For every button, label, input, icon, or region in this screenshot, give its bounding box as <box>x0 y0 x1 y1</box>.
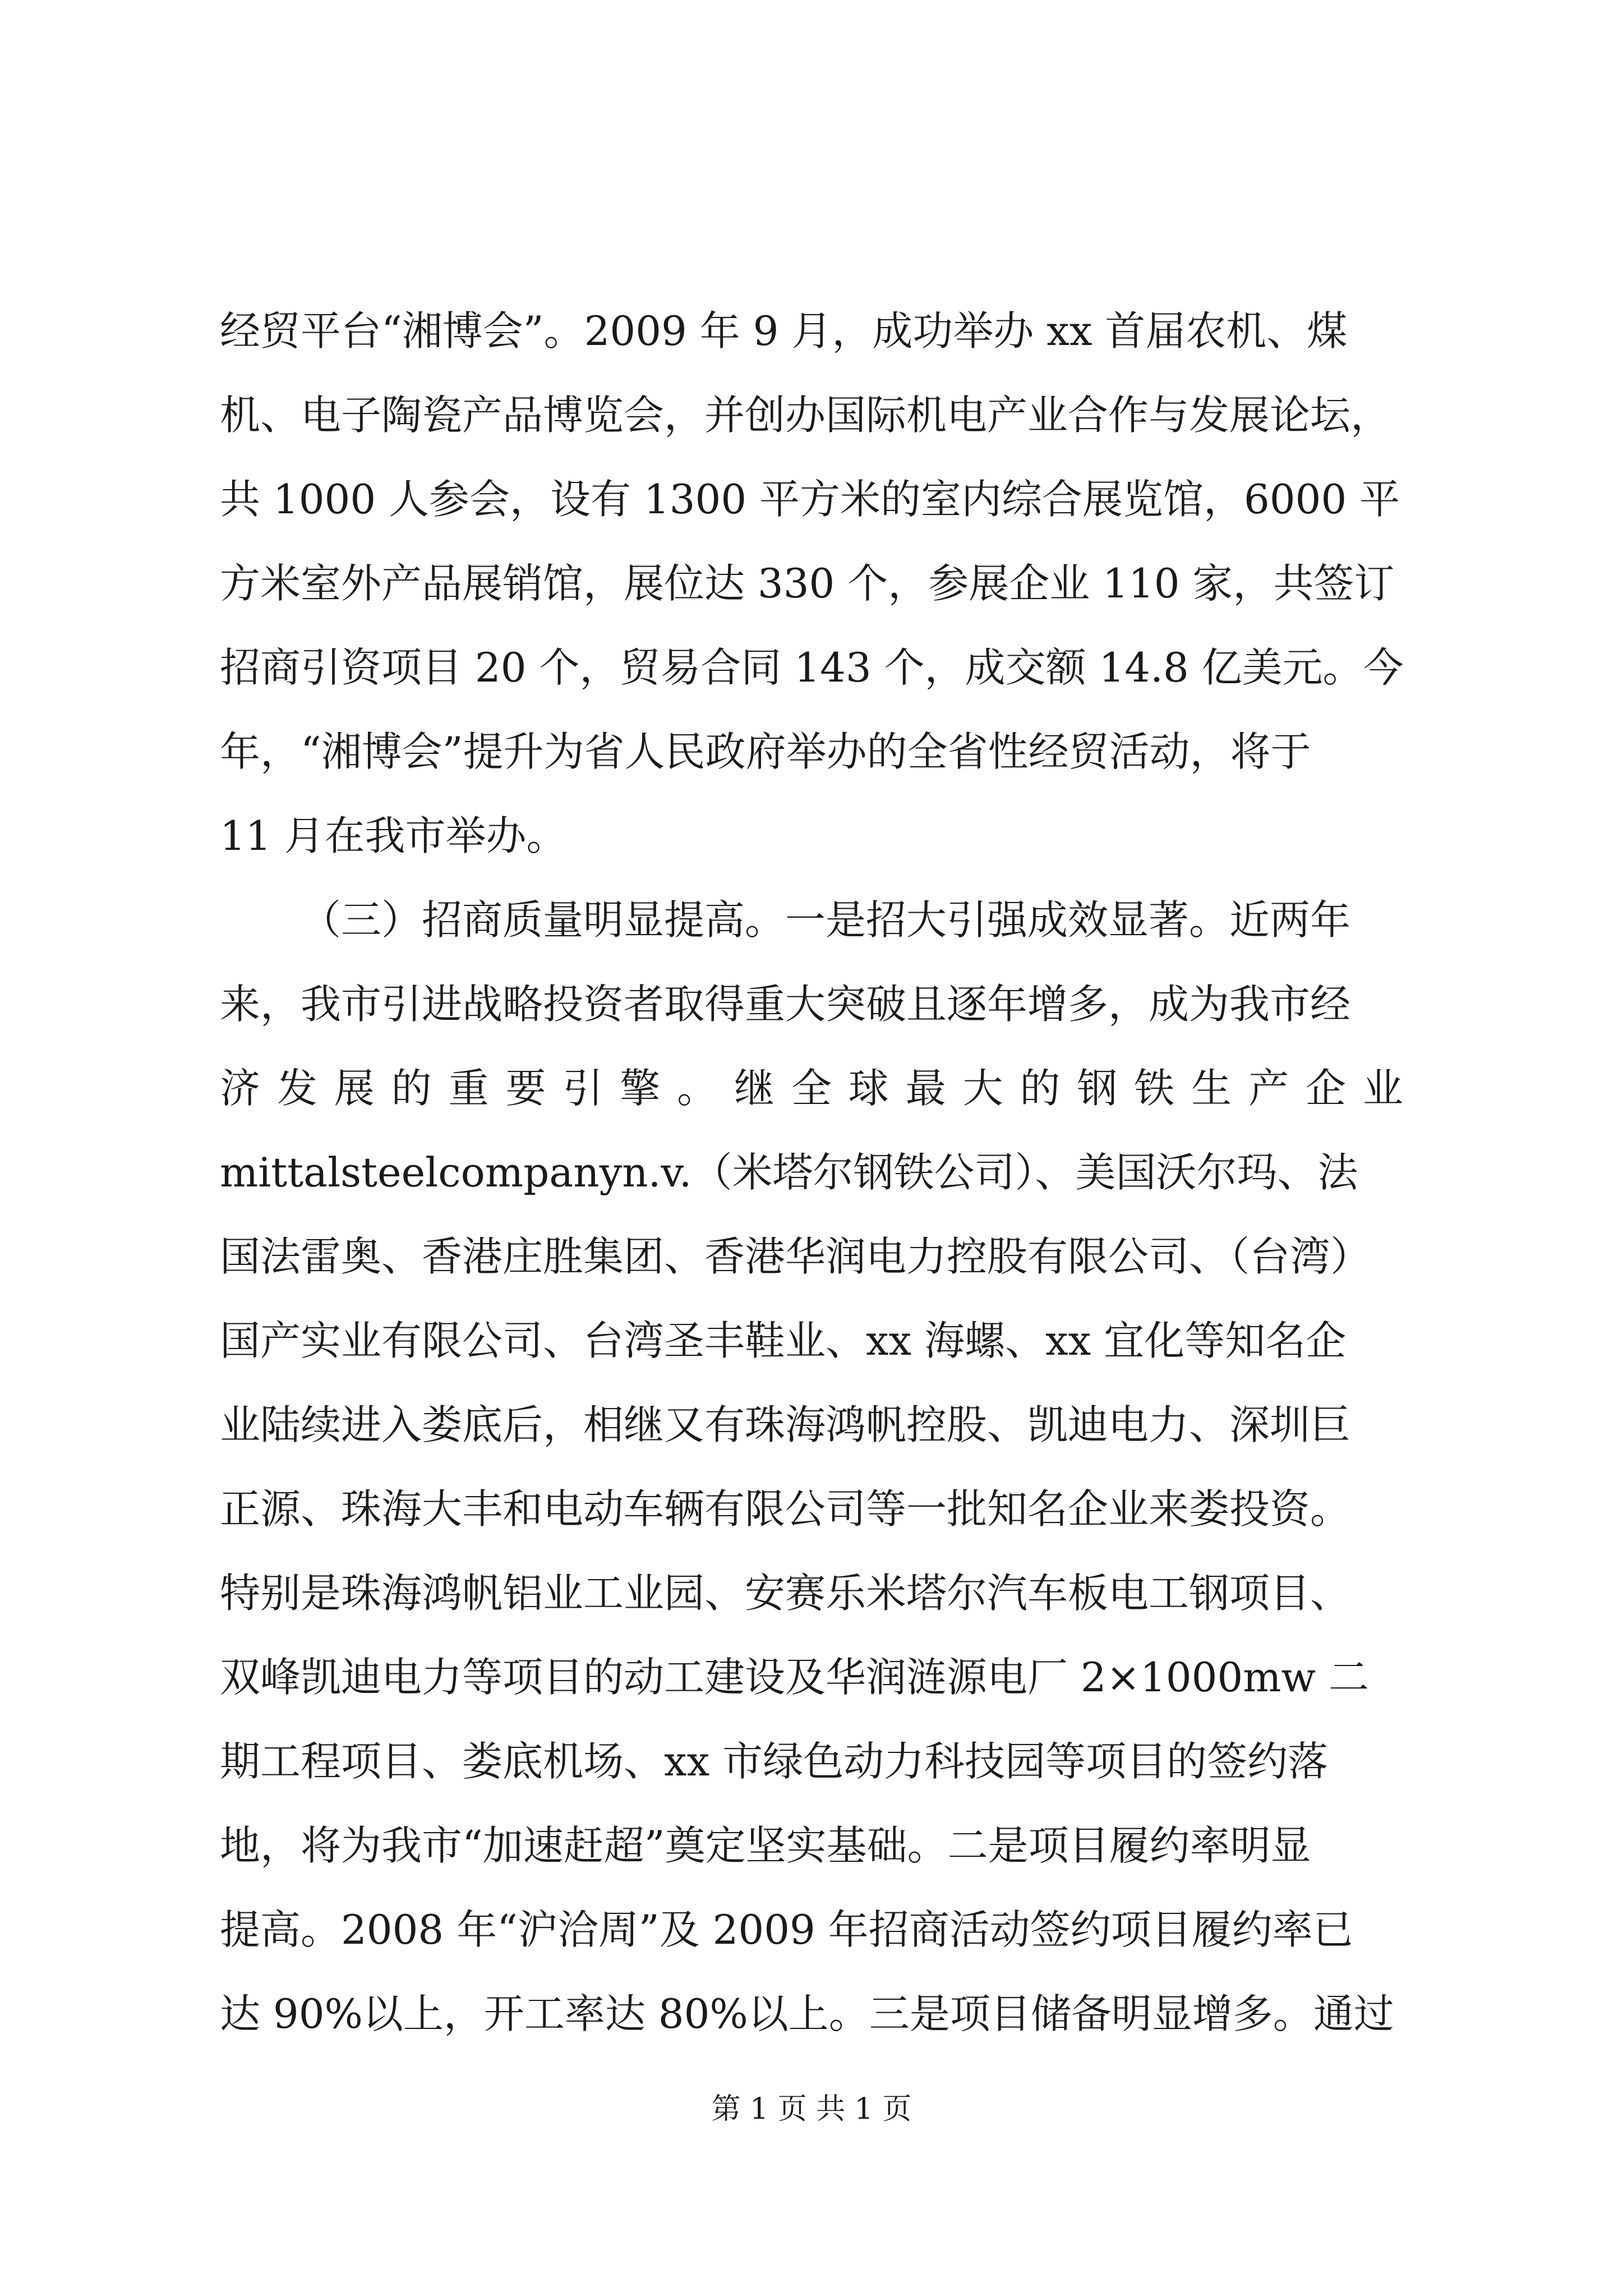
section-heading-line: （三）招商质量明显提高。一是招大引强成效显著。近两年 <box>301 896 1351 944</box>
justified-char: 的 <box>391 1065 432 1112</box>
justified-char: 济 <box>220 1065 261 1112</box>
justified-char: 全 <box>791 1065 832 1112</box>
page-footer: 第 1 页 共 1 页 <box>711 2092 912 2126</box>
justified-char: 球 <box>848 1065 889 1112</box>
text-line-7: 11 月在我市举办。 <box>220 812 567 859</box>
text-line-5: 招商引资项目 20 个，贸易合同 143 个，成交额 14.8 亿美元。今 <box>220 644 1404 691</box>
text-line-11: mittalsteelcompanyn.v.（米塔尔钢铁公司）、美国沃尔玛、法 <box>220 1149 1358 1196</box>
justified-char: 要 <box>505 1065 546 1112</box>
justified-char: 产 <box>1248 1065 1289 1112</box>
justified-char: 铁 <box>1134 1065 1175 1112</box>
justified-char: 引 <box>562 1065 603 1112</box>
text-line-12: 国法雷奥、香港庄胜集团、香港华润电力控股有限公司、（台湾） <box>220 1233 1371 1280</box>
text-line-4: 方米室外产品展销馆，展位达 330 个，参展企业 110 家，共签订 <box>220 560 1395 607</box>
justified-char: 。 <box>677 1065 718 1112</box>
text-line-19: 地，将为我市“加速赶超”奠定坚实基础。二是项目履约率明显 <box>220 1822 1311 1869</box>
justified-char: 生 <box>1191 1065 1232 1112</box>
text-line-18: 期工程项目、娄底机场、xx 市绿色动力科技园等项目的签约落 <box>220 1738 1329 1785</box>
text-line-15: 正源、珠海大丰和电动车辆有限公司等一批知名企业来娄投资。 <box>220 1485 1351 1533</box>
text-line-3: 共 1000 人参会，设有 1300 平方米的室内综合展览馆，6000 平 <box>220 476 1400 523</box>
text-line-10 <box>220 1055 1403 1122</box>
justified-char: 擎 <box>620 1065 661 1112</box>
text-line-9: 来，我市引进战略投资者取得重大突破且逐年增多，成为我市经 <box>220 981 1351 1028</box>
justified-char: 发 <box>276 1065 317 1112</box>
text-line-14: 业陆续进入娄底后，相继又有珠海鸿帆控股、凯迪电力、深圳巨 <box>220 1401 1351 1448</box>
justified-char: 重 <box>448 1065 489 1112</box>
text-line-13: 国产实业有限公司、台湾圣丰鞋业、xx 海螺、xx 宜化等知名企 <box>220 1317 1347 1364</box>
justified-char: 大 <box>962 1065 1003 1112</box>
text-line-17: 双峰凯迪电力等项目的动工建设及华润涟源电厂 2×1000mw 二 <box>220 1654 1370 1701</box>
text-line-1: 经贸平台“湘博会”。2009 年 9 月，成功举办 xx 首届农机、煤 <box>220 307 1348 355</box>
justified-char: 钢 <box>1077 1065 1118 1112</box>
text-line-16: 特别是珠海鸿帆铝业工业园、安赛乐米塔尔汽车板电工钢项目、 <box>220 1570 1351 1617</box>
justified-char: 展 <box>334 1065 375 1112</box>
justified-char: 继 <box>734 1065 775 1112</box>
text-line-20: 提高。2008 年“沪洽周”及 2009 年招商活动签约项目履约率已 <box>220 1906 1353 1953</box>
text-line-2: 机、电子陶瓷产品博览会，并创办国际机电产业合作与发展论坛， <box>220 392 1391 439</box>
justified-char: 最 <box>905 1065 946 1112</box>
justified-char: 业 <box>1362 1065 1403 1112</box>
justified-char: 企 <box>1305 1065 1346 1112</box>
text-line-21: 达 90%以上，开工率达 80%以上。三是项目储备明显增多。通过 <box>220 1990 1394 2037</box>
text-line-6: 年，“湘博会”提升为省人民政府举办的全省性经贸活动，将于 <box>220 728 1311 775</box>
justified-char: 的 <box>1020 1065 1061 1112</box>
